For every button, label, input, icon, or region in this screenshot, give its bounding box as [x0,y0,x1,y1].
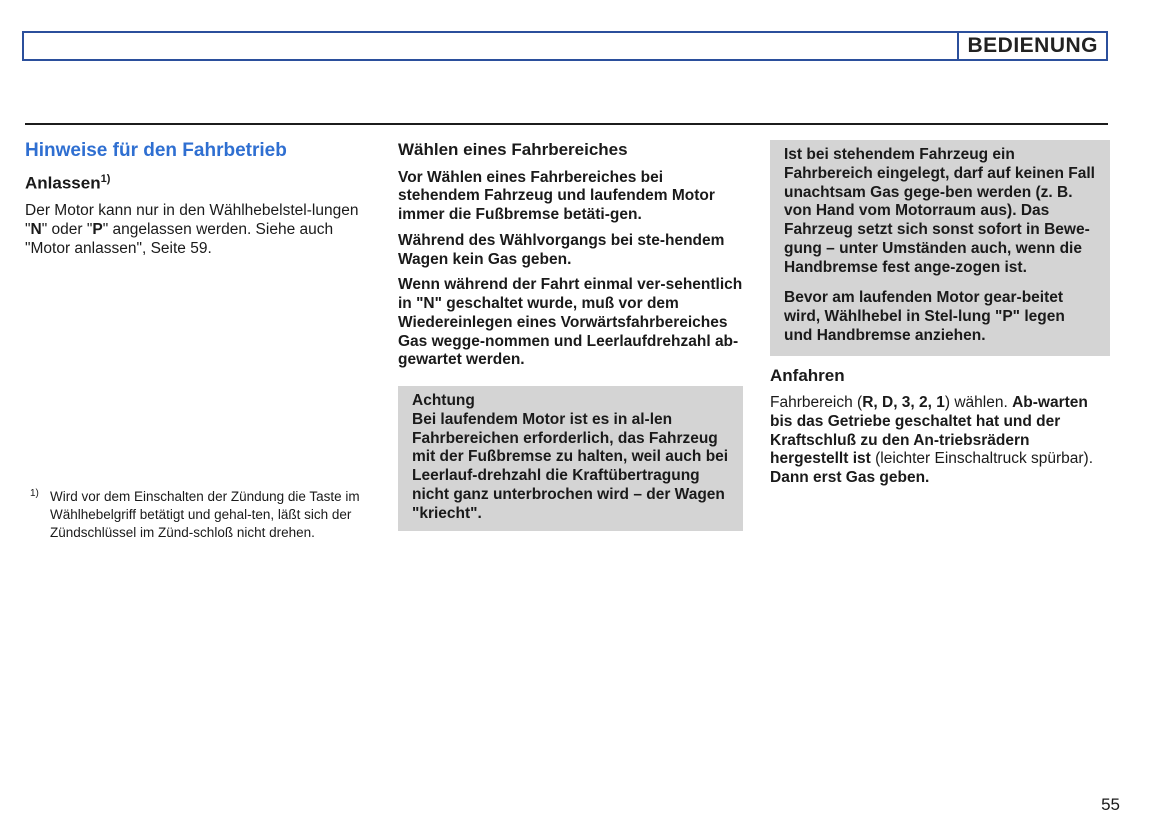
text-run-bold: Dann erst Gas geben. [770,469,930,487]
section-tag: BEDIENUNG [957,33,1106,59]
subsection-title [25,173,370,194]
text-run-bold: Ab-warten bis das Getriebe geschaltet hat und der Kraftschluß zu den An-triebsrädern hergestellt ist [770,394,1088,468]
text-run: Der Motor kann nur in den Wählhebelstel-lungen " [25,202,359,238]
warning-text: Bei laufendem Motor ist es in al-len Fahrbereichen erforderlich, das Fahrzeug mit der Fußbremse zu halten, weil auch bei Leerlauf-drehzahl die Kraftübertragung nicht ganz unterbrochen wird – der Wagen "kriecht". [412,410,729,522]
text-run: " angelassen werden. Siehe auch "Motor anlassen", Seite 59. [25,220,334,257]
header-rule [25,123,1108,125]
footnote-text: Wird vor dem Einschalten der Zündung die Taste im Wählhebelgriff betätigt und gehal-ten, läßt sich der Zündschlüssel im Zünd-schloß nicht drehen. [50,489,360,541]
text-run-bold: N [30,220,42,238]
caution-paragraph-2: Bevor am laufenden Motor gear-beitet wird, Wählhebel in Stel-lung "P" legen und Handbremse anziehen. [784,289,1065,344]
caution-box [770,140,1110,356]
footnote [30,488,364,543]
warning-box [398,386,743,531]
text-run: (leichter Einschaltruck spürbar). [870,450,1094,468]
footnote-mark: 1) [30,488,39,499]
text-run-bold: R, D, 3, 2, 1 [862,394,945,412]
column-middle [398,140,743,531]
anfahren-heading: Anfahren [770,365,845,385]
text-run: " oder " [41,220,93,238]
wahlen-paragraph-1: Vor Wählen eines Fahrbereiches bei stehendem Fahrzeug und laufendem Motor immer die Fußbremse betäti-gen. [398,168,715,224]
warning-title: Achtung [412,392,475,410]
section-title: Hinweise für den Fahrbetrieb [25,140,287,161]
anlassen-paragraph [25,202,370,258]
text-run: ) wählen. [944,394,1013,412]
text-run: Fahrbereich ( [770,394,863,412]
column-right [770,140,1110,495]
wahlen-paragraph-2: Während des Wählvorgangs bei ste-hendem Wagen kein Gas geben. [398,231,725,268]
anfahren-paragraph [770,394,1110,488]
wahlen-paragraph-3: Wenn während der Fahrt einmal ver-sehentlich in "N" geschaltet wurde, muß vor dem Wiedereinlegen eines Vorwärtsfahrbereiches Gas wegge-nommen und Leerlaufdrehzahl ab-gewartet werden. [398,276,743,369]
text-run-bold: P [92,220,103,238]
column-left [25,140,370,265]
header-bar [22,31,1108,61]
page-number: 55 [1101,795,1120,814]
footnote-ref: 1) [100,172,111,185]
wahlen-heading: Wählen eines Fahrbereiches [398,140,628,159]
caution-paragraph-1: Ist bei stehendem Fahrzeug ein Fahrbereich eingelegt, darf auf keinen Fall unachtsam Gas gege-ben werden (z. B. von Hand vom Motorraum aus). Das Fahrzeug setzt sich sonst sofort in Bewe-gung – unter Umständen auch, wenn die Handbremse fest ange-zogen ist. [784,146,1095,276]
subsection-title-text: Anlassen [25,173,101,193]
